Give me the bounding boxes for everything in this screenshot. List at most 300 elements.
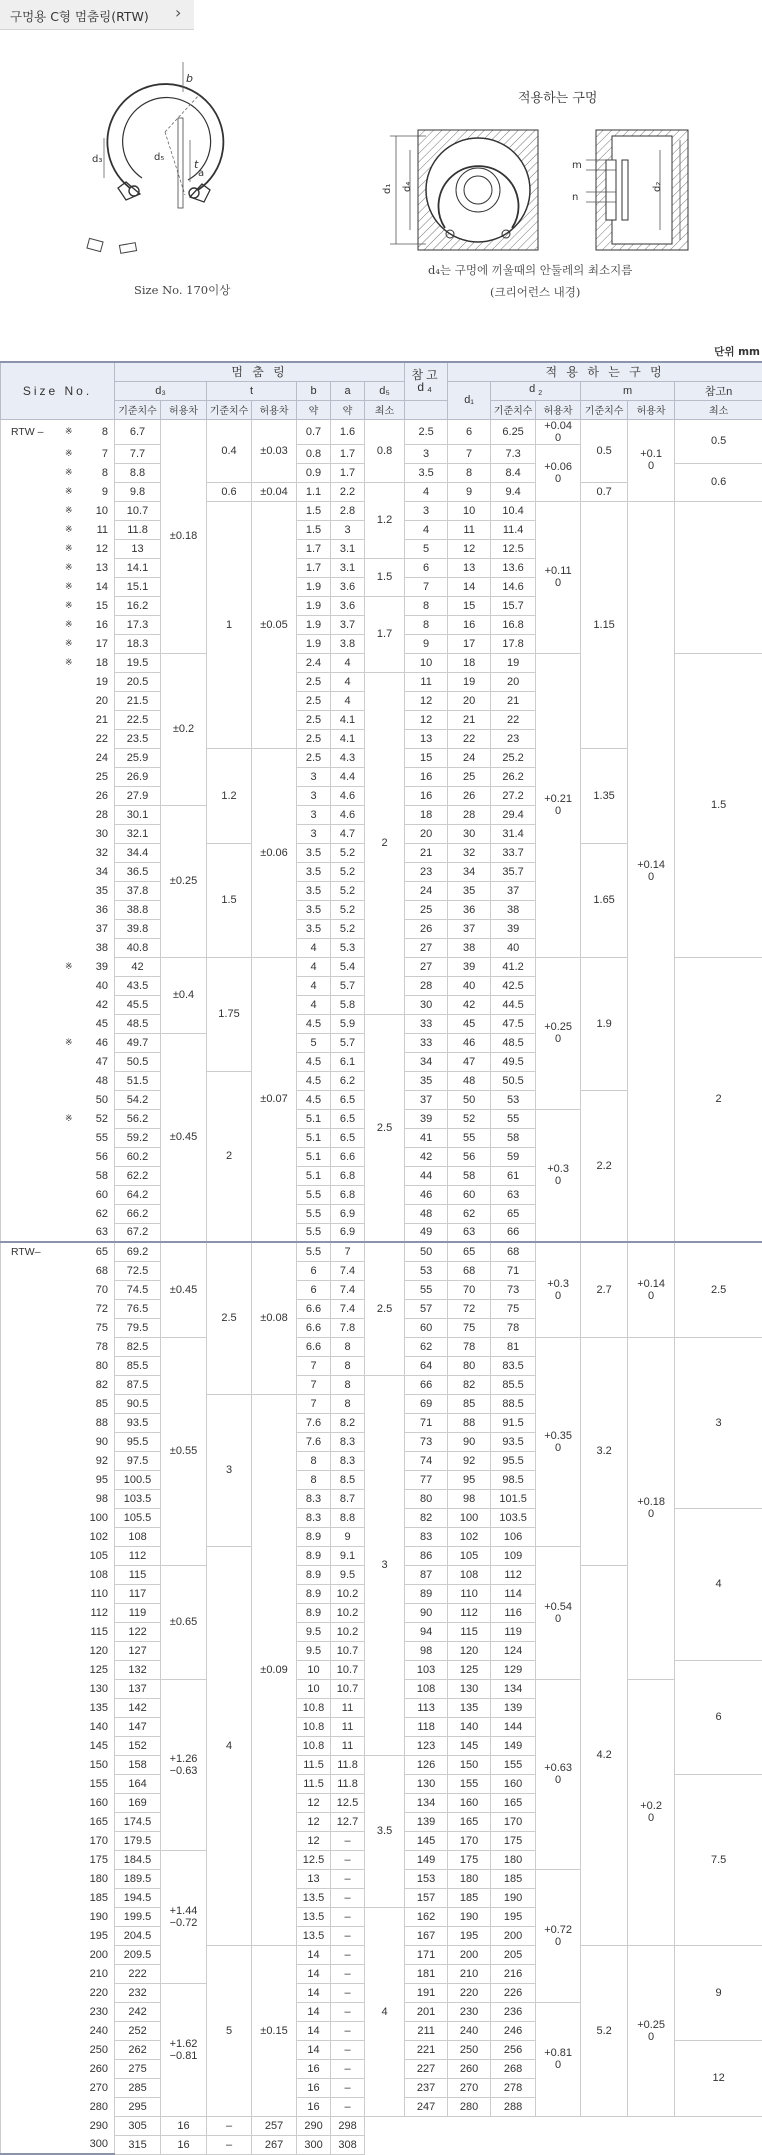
row-mark [53,1546,73,1565]
b-approx: 1.1 [297,482,331,501]
row-prefix [1,2097,53,2116]
row-mark [53,805,73,824]
d2-base: 40 [491,938,536,957]
d3-base: 285 [115,2078,161,2097]
a-approx: – [331,2002,365,2021]
row-mark [53,2135,73,2154]
size-no: 52 [73,1109,115,1128]
d2-base: 71 [491,1261,536,1280]
b-approx: 8.3 [297,1489,331,1508]
d1: 112 [448,1603,491,1622]
mbase: 2.2 [581,1090,628,1242]
d1: 175 [448,1850,491,1869]
d3-base: 174.5 [115,1812,161,1831]
row-mark: ※ [53,653,73,672]
row-mark [53,1850,73,1869]
tbase: 0.4 [207,419,252,482]
group-hole: 적 용 하 는 구 멍 [448,362,762,381]
b-approx: 5.5 [297,1242,331,1261]
b-approx: 8.3 [297,1508,331,1527]
d3-base: 147 [115,1717,161,1736]
n: 3 [675,1337,762,1508]
d2-base: 155 [491,1755,536,1774]
d1: 6 [448,419,491,444]
row-prefix [1,1793,53,1812]
d3-base: 19.5 [115,653,161,672]
ref-d4: 237 [405,2078,448,2097]
ref-d4: 35 [405,1071,448,1090]
d1: 98 [448,1489,491,1508]
row-mark [53,1565,73,1584]
d2-base: 50.5 [491,1071,536,1090]
row-mark [53,1052,73,1071]
row-mark [53,1337,73,1356]
row-prefix [1,1432,53,1451]
row-prefix [1,1166,53,1185]
d1: 70 [448,1280,491,1299]
a-approx: 8 [331,1375,365,1394]
col-a: a [331,381,365,400]
size-no: 220 [73,1983,115,2002]
d2-base: 288 [491,2097,536,2116]
row-prefix [1,1527,53,1546]
ttol: ±0.04 [252,482,297,501]
ref-d4: 227 [405,2059,448,2078]
label-t: t [194,158,199,171]
d5: 2 [365,672,405,1014]
ref-d4: 18 [405,805,448,824]
size-no: 65 [73,1242,115,1261]
d2-base: 78 [491,1318,536,1337]
row-prefix [1,1945,53,1964]
size-no: 30 [73,824,115,843]
ref-d4: 12 [405,710,448,729]
row-mark [53,938,73,957]
label-d1: d₁ [382,184,393,194]
row-prefix [1,1375,53,1394]
ref-d4: 134 [405,1793,448,1812]
size-no: 56 [73,1147,115,1166]
d3-base: 222 [115,1964,161,1983]
d1: 25 [448,767,491,786]
ref-d4: 20 [405,824,448,843]
d2-base: 55 [491,1109,536,1128]
d2tol: +0.3 0 [536,1242,581,1337]
d3tol: +1.26 −0.63 [161,1679,207,1850]
size-no: 92 [73,1451,115,1470]
d3-base: 76.5 [115,1299,161,1318]
row-mark [53,1489,73,1508]
a-approx: – [331,2040,365,2059]
d2-base: 58 [491,1128,536,1147]
col-d1: d₁ [448,381,491,419]
b-approx: 13 [297,1869,331,1888]
label-b: b [186,72,193,85]
d2-base: 47.5 [491,1014,536,1033]
row-prefix [1,786,53,805]
b-approx: 7.6 [297,1432,331,1451]
row-mark [53,1888,73,1907]
row-mark [53,710,73,729]
a-approx: 3.8 [331,634,365,653]
row-mark [53,2078,73,2097]
ref-d4: 49 [405,1223,448,1242]
b-approx: 11.5 [297,1774,331,1793]
b-approx: 10 [297,1660,331,1679]
ref-d4: 3 [405,501,448,520]
row-mark: ※ [53,501,73,520]
size-no: 240 [73,2021,115,2040]
row-mark [53,1603,73,1622]
d3-base: 87.5 [115,1375,161,1394]
tbase: 1.75 [207,957,252,1071]
size-no: 105 [73,1546,115,1565]
a-approx: 6.5 [331,1090,365,1109]
b-approx: 4 [297,938,331,957]
size-no: 85 [73,1394,115,1413]
sub-blank [405,400,448,419]
a-approx: 2.2 [331,482,365,501]
d3-base: 79.5 [115,1318,161,1337]
size-no: 8 [73,463,115,482]
d2tol: +0.81 0 [536,2002,581,2116]
ref-d4: 74 [405,1451,448,1470]
d3-base: 305 [115,2116,161,2135]
d3-base: 43.5 [115,976,161,995]
a-approx: 5.3 [331,938,365,957]
row-prefix [1,1831,53,1850]
b-approx: 5.1 [297,1128,331,1147]
ref-d4: 27 [405,957,448,976]
d2-base: 8.4 [491,463,536,482]
size-no: 210 [73,1964,115,1983]
b-approx: 5.1 [297,1147,331,1166]
b-approx: 6.6 [297,1337,331,1356]
d3-base: 51.5 [115,1071,161,1090]
mbase: 4.2 [581,1565,628,1945]
row-prefix [1,2135,53,2154]
a-approx: 4.4 [331,767,365,786]
size-no: 35 [73,881,115,900]
d3-base: 34.4 [115,843,161,862]
d3-base: 22.5 [115,710,161,729]
ref-d4: 80 [405,1489,448,1508]
d3-base: 21.5 [115,691,161,710]
d2-base: 226 [491,1983,536,2002]
size-no: 120 [73,1641,115,1660]
size-no: 8 [73,419,115,444]
ref-d4: 26 [405,919,448,938]
d2-base: 9.4 [491,482,536,501]
n [675,501,762,653]
b-approx: 8 [297,1470,331,1489]
d2-base: 246 [491,2021,536,2040]
b-approx: 8 [297,1451,331,1470]
d1: 30 [448,824,491,843]
a-approx: – [331,1964,365,1983]
hole-note: d₄는 구멍에 끼울때의 안둘레의 최소지름 [428,262,632,278]
d1: 80 [448,1356,491,1375]
ref-d4: 55 [405,1280,448,1299]
ttol: ±0.15 [252,1945,297,2116]
b-approx: 1.9 [297,596,331,615]
row-prefix [1,1090,53,1109]
row-mark [53,1983,73,2002]
size-no: 300 [73,2135,115,2154]
b-approx: 5.5 [297,1185,331,1204]
ref-d4: 15 [405,748,448,767]
row-mark [53,1166,73,1185]
d2-base: 14.6 [491,577,536,596]
d1: 38 [448,938,491,957]
d3-base: 32.1 [115,824,161,843]
d3-base: 10.7 [115,501,161,520]
row-prefix [1,1660,53,1679]
d1: 39 [448,957,491,976]
mbase: 1.65 [581,843,628,957]
d2-base: 308 [331,2135,365,2154]
mtol: +0.14 0 [628,501,675,1242]
b-approx: 13.5 [297,1926,331,1945]
row-prefix [1,501,53,520]
d2-base: 95.5 [491,1451,536,1470]
row-mark [53,1698,73,1717]
a-approx: – [331,1869,365,1888]
d3tol: ±0.4 [161,957,207,1033]
a-approx: – [207,2116,252,2135]
a-approx: 4 [331,653,365,672]
size-no: 58 [73,1166,115,1185]
row-mark: ※ [53,482,73,501]
d1: 48 [448,1071,491,1090]
row-mark: ※ [53,1033,73,1052]
d2-base: 41.2 [491,957,536,976]
d1: 10 [448,501,491,520]
b-approx: 3 [297,767,331,786]
row-prefix [1,1983,53,2002]
mtol: +0.2 0 [628,1679,675,1945]
d3tol: ±0.18 [161,419,207,653]
d3tol: +1.62 −0.81 [161,1983,207,2116]
size-no: 145 [73,1736,115,1755]
tbase: 1 [207,501,252,748]
size-no: 39 [73,957,115,976]
ref-d4: 181 [405,1964,448,1983]
ref-d4: 21 [405,843,448,862]
d1: 130 [448,1679,491,1698]
row-mark [53,2002,73,2021]
size-no: 130 [73,1679,115,1698]
d2-base: 29.4 [491,805,536,824]
mbase: 3.2 [581,1337,628,1565]
d3tol: ±0.25 [161,805,207,957]
row-mark [53,862,73,881]
a-approx: 6.8 [331,1166,365,1185]
ref-d4: 57 [405,1299,448,1318]
d1: 155 [448,1774,491,1793]
d1: 260 [448,2059,491,2078]
row-mark [53,1641,73,1660]
row-prefix [1,1470,53,1489]
mbase: 0.5 [581,419,628,482]
ref-d4: 77 [405,1470,448,1489]
a-approx: – [331,1907,365,1926]
d2-base: 68 [491,1242,536,1261]
d1: 88 [448,1413,491,1432]
size-no: 16 [73,615,115,634]
a-approx: – [331,2059,365,2078]
row-prefix [1,881,53,900]
size-no: 82 [73,1375,115,1394]
row-mark [53,1470,73,1489]
d3-base: 9.8 [115,482,161,501]
row-mark [53,881,73,900]
d5: 3 [365,1375,405,1755]
sub-base: 기준치수 [491,400,536,419]
d3-base: 105.5 [115,1508,161,1527]
d3-base: 100.5 [115,1470,161,1489]
d3-base: 60.2 [115,1147,161,1166]
a-approx: 3 [331,520,365,539]
ref-d4: 53 [405,1261,448,1280]
d3tol: +1.44 −0.72 [161,1850,207,1983]
row-mark: ※ [53,520,73,539]
d1: 95 [448,1470,491,1489]
sub-tol: 허용차 [628,400,675,419]
row-mark [53,1375,73,1394]
row-mark [53,1185,73,1204]
b-approx: 9.5 [297,1641,331,1660]
d3-base: 15.1 [115,577,161,596]
ref-d4: 191 [405,1983,448,2002]
d5: 3.5 [365,1755,405,1907]
sub-tol: 허용차 [536,400,581,419]
b-approx: 5.5 [297,1204,331,1223]
row-prefix [1,843,53,862]
sub-base: 기준치수 [207,400,252,419]
d2-base: 112 [491,1565,536,1584]
row-prefix [1,1185,53,1204]
d1: 160 [448,1793,491,1812]
b-approx: 10 [297,1679,331,1698]
b-approx: 1.9 [297,615,331,634]
a-approx: 5.2 [331,900,365,919]
row-mark [53,2040,73,2059]
row-mark [53,1280,73,1299]
d2-base: 256 [491,2040,536,2059]
a-approx: – [331,2097,365,2116]
size-no: 112 [73,1603,115,1622]
a-approx: 8.3 [331,1451,365,1470]
row-prefix [1,1071,53,1090]
label-a: a [198,168,204,179]
d2-base: 185 [491,1869,536,1888]
size-no: 250 [73,2040,115,2059]
d3-base: 164 [115,1774,161,1793]
row-mark [53,900,73,919]
d2-base: 65 [491,1204,536,1223]
d2-base: 39 [491,919,536,938]
size-no: 72 [73,1299,115,1318]
row-mark [53,1014,73,1033]
d2-base: 124 [491,1641,536,1660]
d2-base: 13.6 [491,558,536,577]
d3-base: 39.8 [115,919,161,938]
b-approx: 3 [297,805,331,824]
row-prefix [1,1223,53,1242]
a-approx: – [331,1888,365,1907]
ref-d4: 39 [405,1109,448,1128]
d5: 2.5 [365,1014,405,1242]
a-approx: 6.5 [331,1128,365,1147]
hole-note-sub: (크리어런스 내경) [490,284,580,300]
row-prefix [1,520,53,539]
d3-base: 295 [115,2097,161,2116]
row-prefix [1,2059,53,2078]
row-mark [53,1755,73,1774]
row-prefix [1,463,53,482]
a-approx: 4.1 [331,729,365,748]
ref-d4: 7 [405,577,448,596]
d2-base: 93.5 [491,1432,536,1451]
b-approx: 8.9 [297,1527,331,1546]
row-prefix [1,1812,53,1831]
a-approx: 5.2 [331,862,365,881]
b-approx: 0.8 [297,444,331,463]
d2-base: 12.5 [491,539,536,558]
ref-d4: 11 [405,672,448,691]
ref-d4: 46 [405,1185,448,1204]
a-approx: 12.5 [331,1793,365,1812]
row-prefix [1,1413,53,1432]
a-approx: 4 [331,691,365,710]
ref-d4: 90 [405,1603,448,1622]
d1: 290 [297,2116,331,2135]
b-approx: 14 [297,1964,331,1983]
size-no: 180 [73,1869,115,1888]
row-prefix [1,482,53,501]
b-approx: 13.5 [297,1888,331,1907]
d3-base: 14.1 [115,558,161,577]
row-prefix [1,1736,53,1755]
mbase: 5.2 [581,1945,628,2116]
row-prefix [1,1109,53,1128]
row-prefix [1,729,53,748]
d3-base: 137 [115,1679,161,1698]
size-no: 190 [73,1907,115,1926]
row-mark [53,1299,73,1318]
col-b: b [297,381,331,400]
d3-base: 6.7 [115,419,161,444]
row-prefix [1,615,53,634]
tbase: 1.2 [207,748,252,843]
a-approx: – [207,2135,252,2154]
mtol: +0.1 0 [628,419,675,501]
b-approx: 4 [297,995,331,1014]
mtol: +0.14 0 [628,1242,675,1337]
a-approx: 4.7 [331,824,365,843]
size-no: 7 [73,444,115,463]
spec-table [0,361,762,2155]
d2-base: 10.4 [491,501,536,520]
ref-d4: 60 [405,1318,448,1337]
n: 9 [675,1945,762,2040]
size-no: 47 [73,1052,115,1071]
hole-figure [360,110,760,260]
d1: 35 [448,881,491,900]
breadcrumb-header[interactable] [0,0,194,30]
d2-base: 139 [491,1698,536,1717]
